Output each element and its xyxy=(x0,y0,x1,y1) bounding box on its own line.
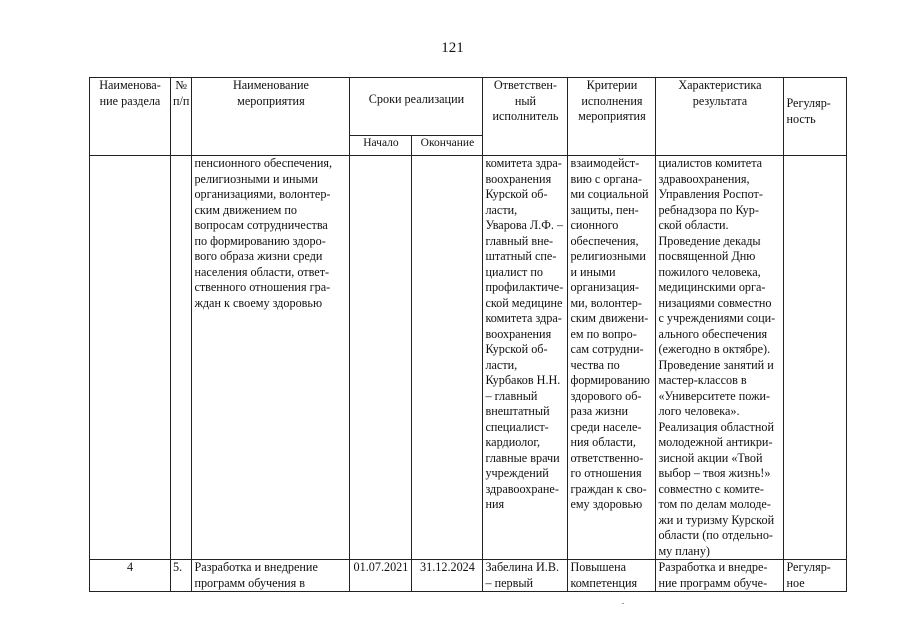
text-line: молодежной антикри- xyxy=(658,435,773,449)
text-line: Реализация областной xyxy=(658,419,775,434)
text-line: среди населе- xyxy=(570,419,642,434)
text-line: и иными xyxy=(570,264,616,279)
text-line: вого образа жизни среди xyxy=(194,249,323,263)
cell-end: 31.12.2024 xyxy=(412,560,483,592)
text-line: главный вне- xyxy=(485,233,554,248)
cell-criteria xyxy=(568,560,656,592)
text-line: организация- xyxy=(570,280,640,294)
text-line: Курбаков Н.Н. xyxy=(485,373,561,387)
text-line: комитета здра- xyxy=(485,311,562,325)
text-line: ским движением по xyxy=(194,202,298,217)
text-line: ской медицине xyxy=(485,295,563,310)
text-line: ми, волонтер- xyxy=(570,295,642,310)
text-line: вопросам сотрудничества xyxy=(194,218,328,232)
header-start: Начало xyxy=(350,136,412,156)
text-line: Разработка и внедре- xyxy=(658,560,768,574)
header-regularity: Регуляр- ность xyxy=(784,78,847,156)
cell-measure xyxy=(192,560,350,592)
text-line: циалистов комитета xyxy=(658,156,763,170)
text-line: пенсионного обеспечения, xyxy=(194,156,333,170)
scan-speck xyxy=(622,603,624,604)
text-line: Курской об- xyxy=(485,342,548,356)
text-line: специалист- xyxy=(485,419,549,434)
text-line: по формированию здоро- xyxy=(194,233,326,248)
header-executor: Ответствен- ный исполнитель xyxy=(483,78,568,156)
cell-result xyxy=(656,156,784,560)
cell-section: 4 xyxy=(90,560,171,592)
cell-number xyxy=(171,156,192,560)
text-line: ской области. xyxy=(658,218,729,232)
text-line: ласти, xyxy=(485,202,518,217)
text-line: вию с органа- xyxy=(570,171,642,186)
header-number: № п/п xyxy=(171,78,192,156)
cell-start xyxy=(350,156,412,560)
text-line: организациями, волонтер- xyxy=(194,187,331,201)
text-line: ему здоровью xyxy=(570,497,643,511)
text-line: здравоохране- xyxy=(485,481,559,496)
text-line: – главный xyxy=(485,388,538,403)
header-criteria: Критерии исполнения мероприятия xyxy=(568,78,656,156)
text-line: здравоохранения, xyxy=(658,171,750,186)
text-line: ния xyxy=(485,497,505,511)
text-line: медицинскими орга- xyxy=(658,280,766,294)
text-line: жи и туризму Курской xyxy=(658,512,775,527)
header-result: Характеристика результата xyxy=(656,78,784,156)
text-line: низациями совместно xyxy=(658,295,772,310)
text-line: комитета здра- xyxy=(485,156,562,170)
text-line: граждан к сво- xyxy=(570,481,647,496)
cell-section xyxy=(90,156,171,560)
text-line: ственного отношения гра- xyxy=(194,280,331,294)
text-line: Регуляр- xyxy=(786,560,831,574)
cell-measure xyxy=(192,156,350,560)
cell-start: 01.07.2021 xyxy=(350,560,412,592)
text-line: обеспечения, xyxy=(570,233,639,248)
text-line: ребнадзора по Кур- xyxy=(658,202,759,217)
text-line: программ обучения в xyxy=(194,575,306,590)
text-line: (ежегодно в октябре). xyxy=(658,342,771,356)
text-line: Забелина И.В. xyxy=(485,560,560,574)
text-line: профилактиче- xyxy=(485,280,564,294)
text-line: населения области, ответ- xyxy=(194,264,330,279)
text-line: ем по вопро- xyxy=(570,326,637,341)
text-line: области (по отдельно- xyxy=(658,528,773,542)
text-line: «Университете пожи- xyxy=(658,388,771,403)
text-line: ние программ обуче- xyxy=(658,575,768,590)
text-line: пожилого человека, xyxy=(658,264,761,279)
text-line: Повышена xyxy=(570,560,627,574)
text-line: Разработка и внедрение xyxy=(194,560,318,574)
text-line: компетенция xyxy=(570,575,638,590)
text-line: зисной акции «Твой xyxy=(658,450,763,465)
text-line: ального обеспечения xyxy=(658,326,768,341)
text-line: мастер-классов в xyxy=(658,373,747,387)
text-line: Управления Роспот- xyxy=(658,187,763,201)
text-line: защиты, пен- xyxy=(570,202,639,217)
cell-end xyxy=(412,156,483,560)
cell-result xyxy=(656,560,784,592)
text-line: ждан к своему здоровью xyxy=(194,295,323,310)
text-line: Уварова Л.Ф. – xyxy=(485,218,564,232)
text-line: внештатный xyxy=(485,404,550,418)
cell-criteria xyxy=(568,156,656,560)
text-line: с учреждениями соци- xyxy=(658,311,776,325)
text-line: учреждений xyxy=(485,466,549,480)
text-line: совместно с комите- xyxy=(658,481,764,496)
text-line: циалист по xyxy=(485,264,544,279)
text-line: ласти, xyxy=(485,357,518,372)
header-measure-name: Наименование мероприятия xyxy=(192,78,350,156)
header-end: Окончание xyxy=(412,136,483,156)
text-line: ное xyxy=(786,575,805,590)
header-timeframe: Сроки реализации xyxy=(350,78,483,136)
text-line: кардиолог, xyxy=(485,435,541,449)
cell-executor xyxy=(483,156,568,560)
text-line: ответственно- xyxy=(570,450,644,465)
text-line: штатный спе- xyxy=(485,249,557,263)
page-number: 121 xyxy=(441,40,464,56)
text-line: взаимодейст- xyxy=(570,156,640,170)
text-line: раза жизни xyxy=(570,404,629,418)
text-line: воохранения xyxy=(485,171,552,186)
text-line: выбор – твоя жизнь!» xyxy=(658,466,771,480)
text-line: формированию xyxy=(570,373,650,387)
text-line: му плану) xyxy=(658,543,710,558)
cell-regularity xyxy=(784,156,847,560)
text-line: сионного xyxy=(570,218,619,232)
text-line: воохранения xyxy=(485,326,552,341)
cell-executor xyxy=(483,560,568,592)
text-line: ния области, xyxy=(570,435,636,449)
text-line: сам сотрудни- xyxy=(570,342,644,356)
measures-table xyxy=(89,77,847,592)
table-row xyxy=(90,156,847,560)
text-line: го отношения xyxy=(570,466,642,480)
text-line: лого человека». xyxy=(658,404,740,418)
text-line: посвященной Дню xyxy=(658,249,756,263)
table-row xyxy=(90,560,847,592)
text-line: ским движени- xyxy=(570,311,649,325)
text-line: – первый xyxy=(485,575,534,590)
text-line: главные врачи xyxy=(485,450,560,465)
text-line: ми социальной xyxy=(570,187,649,201)
text-line: Курской об- xyxy=(485,187,548,201)
cell-regularity xyxy=(784,560,847,592)
text-line: Проведение занятий и xyxy=(658,357,774,372)
header-section-name: Наименова- ние раздела xyxy=(90,78,171,156)
cell-number: 5. xyxy=(171,560,192,592)
text-line: религиозными xyxy=(570,249,646,263)
text-line: Проведение декады xyxy=(658,233,761,248)
text-line: чества по xyxy=(570,357,620,372)
text-line: том по делам молоде- xyxy=(658,497,771,511)
text-line: религиозными и иными xyxy=(194,171,319,186)
text-line: здорового об- xyxy=(570,388,642,403)
